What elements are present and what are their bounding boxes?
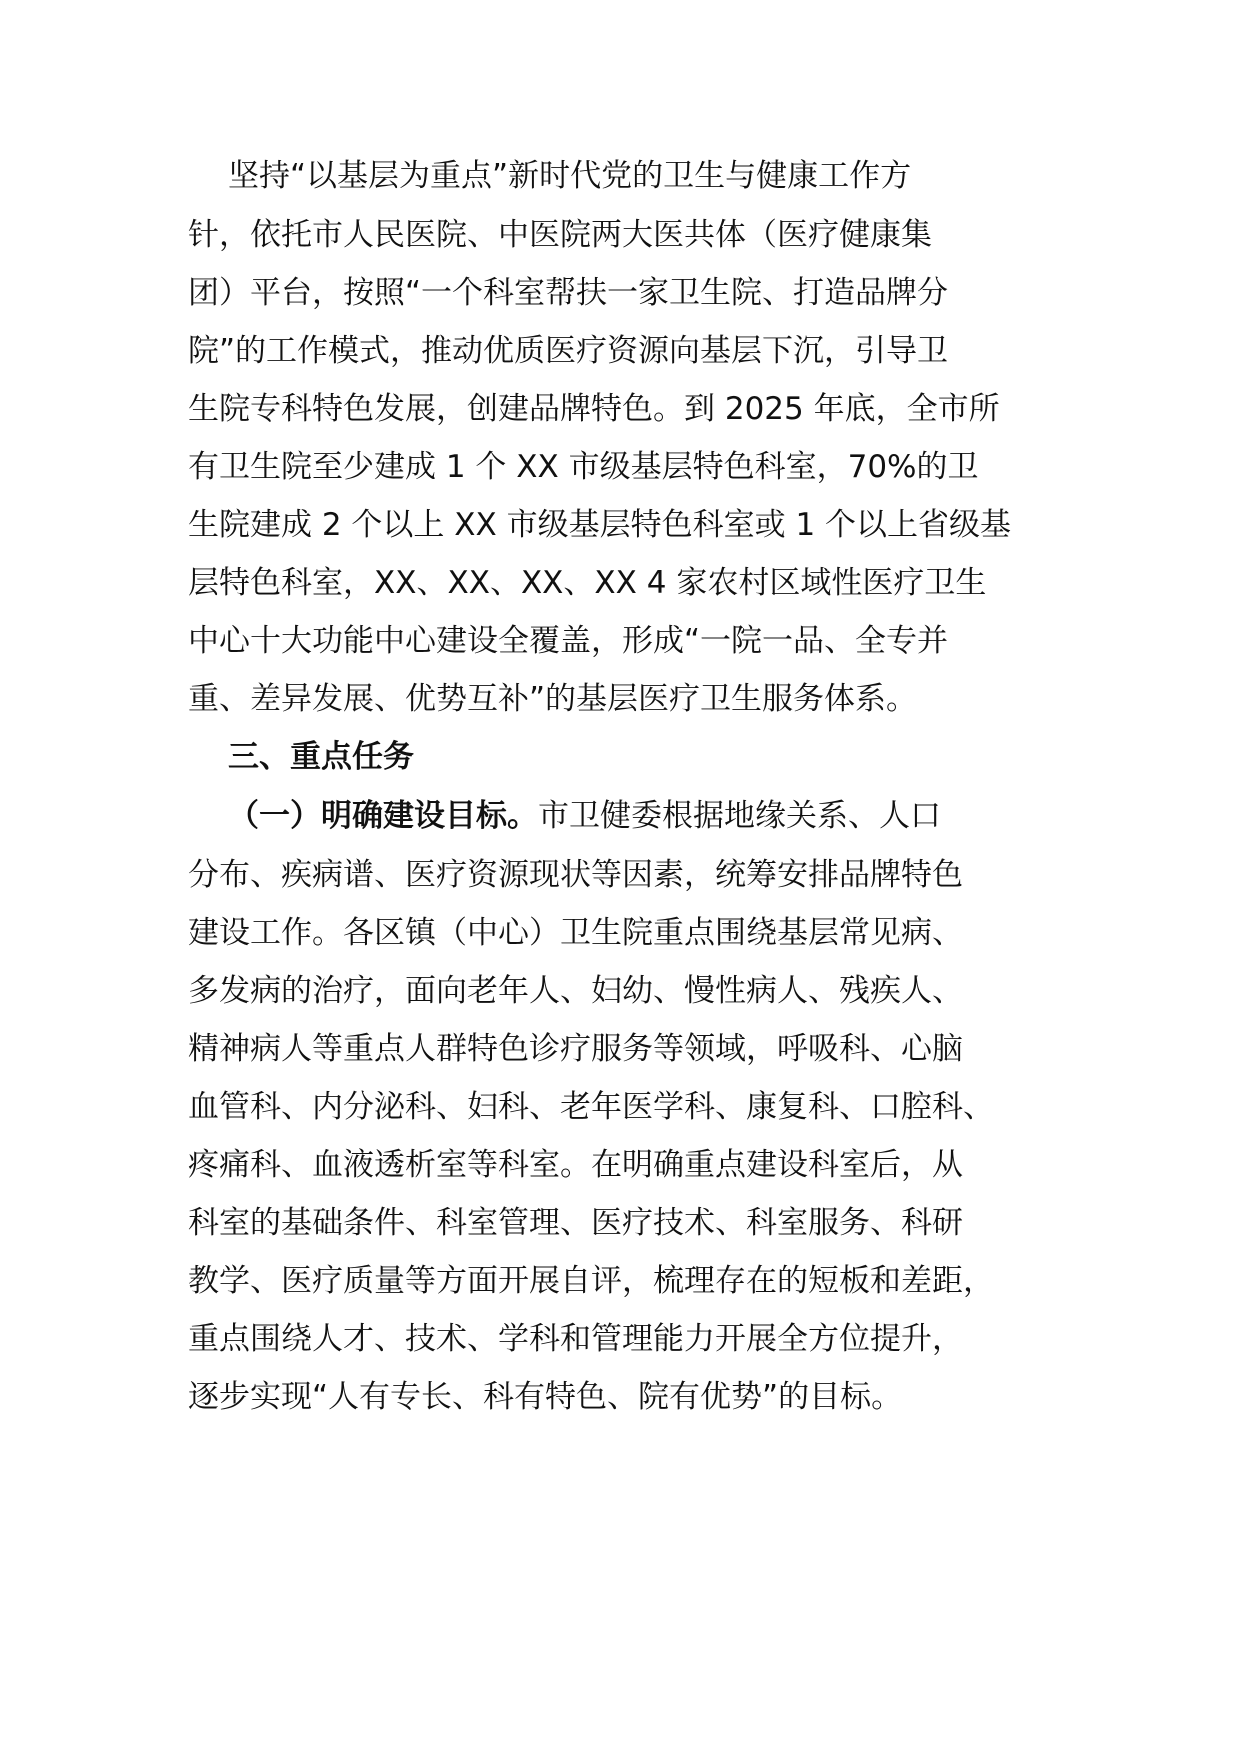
paragraph-line: 有卫生院至少建成 1 个 XX 市级基层特色科室，70%的卫 xyxy=(188,449,979,485)
paragraph-line: 中心十大功能中心建设全覆盖，形成“一院一品、全专并 xyxy=(188,623,949,659)
paragraph-line: 针，依托市人民医院、中医院两大医共体（医疗健康集 xyxy=(188,217,932,253)
paragraph-line: 疼痛科、血液透析室等科室。在明确重点建设科室后，从 xyxy=(188,1147,963,1183)
paragraph-line: 分布、疾病谱、医疗资源现状等因素，统筹安排品牌特色 xyxy=(188,857,963,893)
paragraph-line: 院”的工作模式，推动优质医疗资源向基层下沉，引导卫 xyxy=(188,333,949,369)
paragraph-line-rest: 市卫健委根据地缘关系、人口 xyxy=(538,798,941,834)
paragraph-line: 科室的基础条件、科室管理、医疗技术、科室服务、科研 xyxy=(188,1205,963,1241)
paragraph-line: 教学、医疗质量等方面开展自评，梳理存在的短板和差距， xyxy=(188,1263,994,1299)
paragraph-line: 逐步实现“人有专长、科有特色、院有优势”的目标。 xyxy=(188,1379,903,1415)
paragraph-line: 层特色科室，XX、XX、XX、XX 4 家农村区域性医疗卫生 xyxy=(188,565,987,601)
paragraph-line: 建设工作。各区镇（中心）卫生院重点围绕基层常见病、 xyxy=(188,915,963,951)
paragraph-line: 生院建成 2 个以上 XX 市级基层特色科室或 1 个以上省级基 xyxy=(188,507,1012,543)
paragraph-line: 重点围绕人才、技术、学科和管理能力开展全方位提升， xyxy=(188,1321,963,1357)
paragraph-line: 精神病人等重点人群特色诊疗服务等领域，呼吸科、心脑 xyxy=(188,1031,963,1067)
section-heading: 三、重点任务 xyxy=(228,739,414,775)
subsection-lead: （一）明确建设目标。 xyxy=(228,798,538,834)
paragraph-first-line xyxy=(228,796,941,836)
paragraph-line: 坚持“以基层为重点”新时代党的卫生与健康工作方 xyxy=(228,158,912,194)
paragraph-line: 血管科、内分泌科、妇科、老年医学科、康复科、口腔科、 xyxy=(188,1089,994,1125)
paragraph-line: 多发病的治疗，面向老年人、妇幼、慢性病人、残疾人、 xyxy=(188,973,963,1009)
paragraph-line: 生院专科特色发展，创建品牌特色。到 2025 年底，全市所 xyxy=(188,391,1000,427)
paragraph-line: 重、差异发展、优势互补”的基层医疗卫生服务体系。 xyxy=(188,681,918,717)
paragraph-line: 团）平台，按照“一个科室帮扶一家卫生院、打造品牌分 xyxy=(188,275,949,311)
